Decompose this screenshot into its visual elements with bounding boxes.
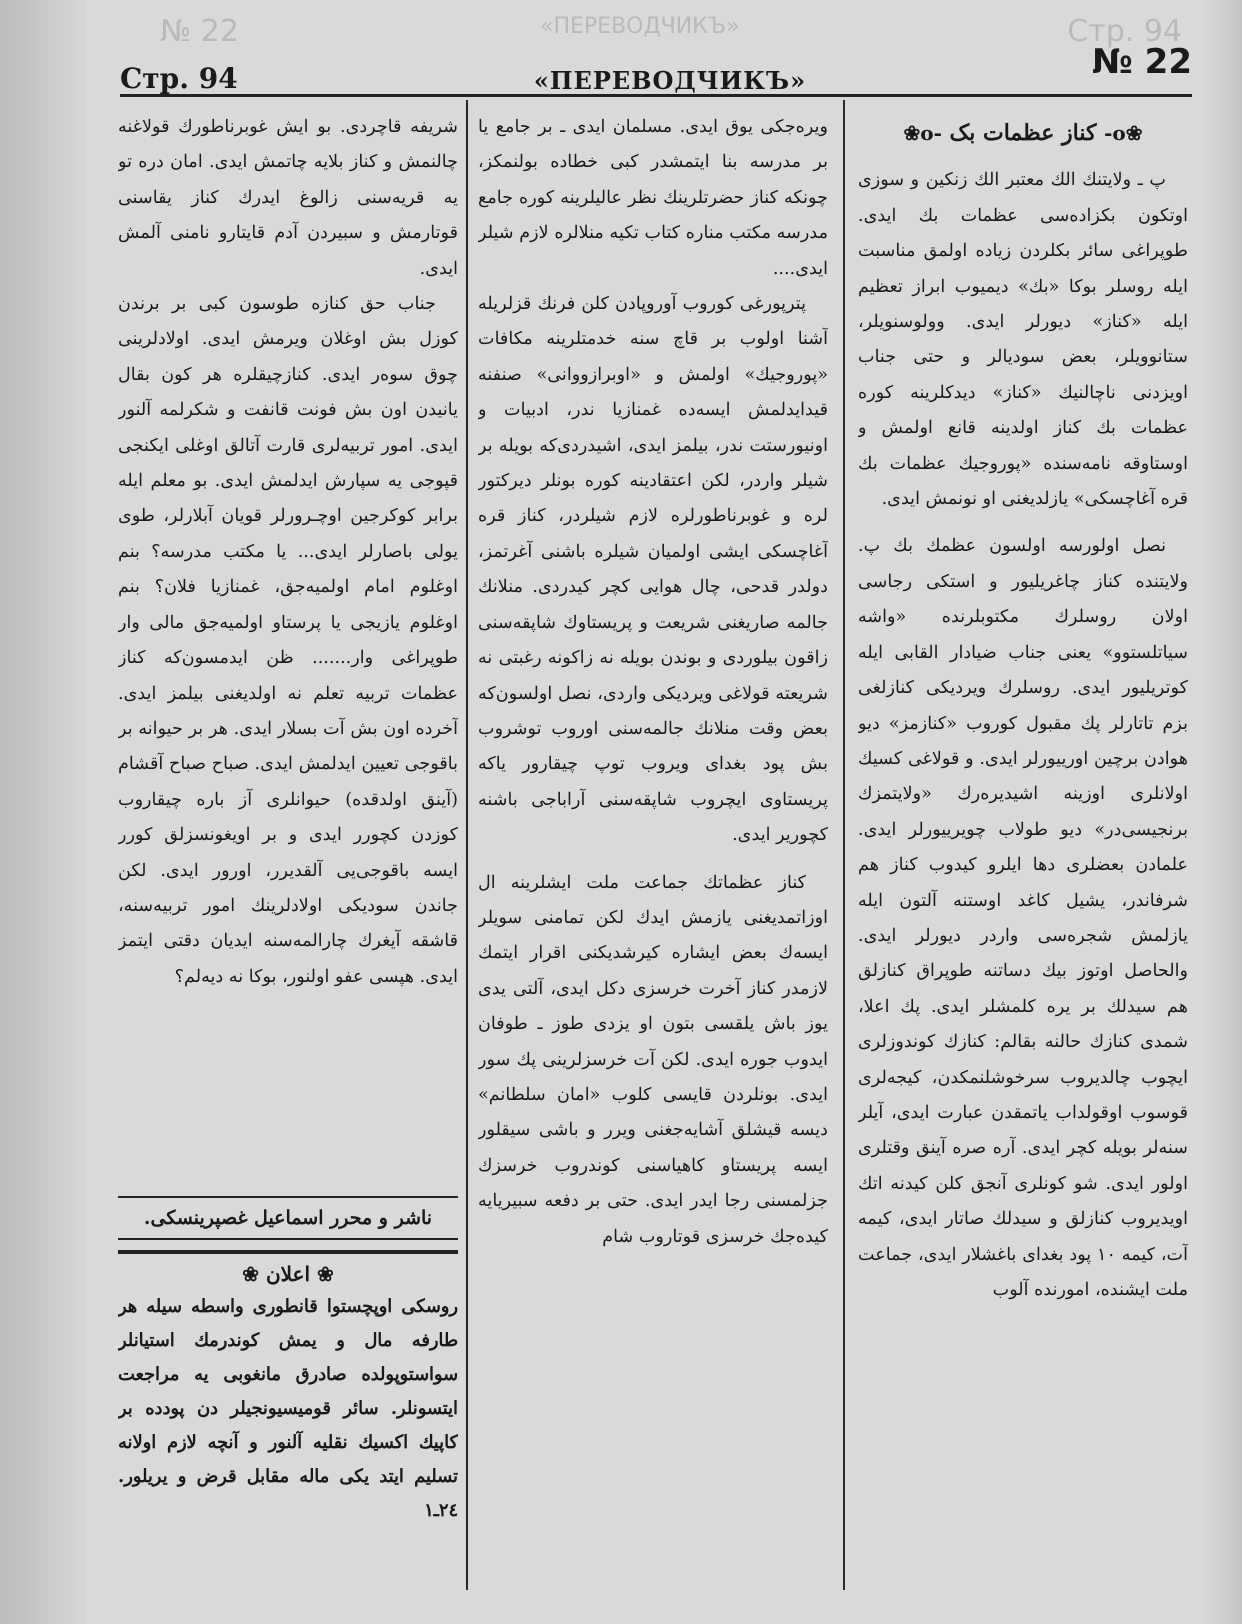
bleed-masthead: «ПЕРЕВОДЧИКЪ»: [540, 14, 740, 39]
paragraph: پترپورغى كوروب آوروپادن كلن فرنك قزلريله آشنا اولوب بر قاچ سنه خدمتلرينه مكافات «پوروجيك» اولمش و «اوبرازووانى» صنفنه قيدايدلمش ايسەده غمنازيا ندر، ادبيات و اونيورستت ندر، بيلمز ايدى، اشيدردى‌كه بويله بر شيلر واردر، لكن اعتقادينه كوره بونلر ديركتور لره و غوبرناطورلره لازم شيلردر، كناز قره آغاچسكى ايشى اولميان شيلره باشنى آغرتمز، دولدر قدحى، چال هوايى كچر كيدردى. منلانك جالمه صاريغنى شريعت و پريستاوك شاپقەسنى زاقون بيلوردى و بوندن بويله نه زاكونه رغبتى نه شريعته قولاغى ويرديكى واردى، نصل اولسون‌كه بعض وقت منلانك جالمەسنى اوروب توشروب بش پود بغداى ويروب توپ چيقارور ياكه پريستاوى ايچروب شاپقەسنى آراباجى باشنه كچورير ايدى.: [478, 294, 828, 846]
page-header: [120, 42, 1192, 97]
scan-right-edge: [1202, 0, 1242, 1624]
column-rule-right: [843, 100, 845, 1590]
paragraph: شريفه قاچردى. بو ايش غوبرناطورك قولاغنه چالنمش و كناز بلايه چاتمش ايدى. امان دره تو يه قريەسنى زالوغ ايدرك كناز يقاسنى قوتارمش و سبيردن آدم قايتارو نامنى آلمش ايدى.: [118, 117, 458, 279]
scan-left-edge: [0, 0, 86, 1624]
article-title: [858, 116, 1188, 151]
notice-ornament-icon: ❀: [242, 1262, 259, 1286]
publisher-line: ناشر و محرر اسماعيل غصپرينسكى.: [118, 1196, 458, 1240]
advertisement: [118, 1250, 458, 1594]
paragraph: پ ـ ولايتنك الك معتبر الك زنكين و سوزى اوتكون بكزادەسى عظمات بك ايدى. طوپراغى سائر بكلردن زياده اولمق مناسبت ايله روسلر بوكا «بك» ديميوب ابراز تعظيم ايله «كناز» ديورلر ايدى. وولوسنويلر، ستانوويلر، بعض سوديالر و حتى جناب اويزدنى ناچالنيك «كناز» ديدكلرينه كوره عظمات بك كناز اولدينه قانع اولمش و اوستاوقه نامەسنده «پوروجيك عظمات بك قره آغاچسكى» يازلديغنى او نونمش ايدى.: [858, 170, 1188, 510]
article-title-text: کناز عظمات بک: [949, 120, 1097, 146]
page-number: Стр. 94: [120, 62, 238, 95]
column-rule-left: [466, 100, 468, 1590]
advertisement-title: [118, 1262, 458, 1286]
paragraph: ويرەجكى يوق ايدى. مسلمان ايدى ـ بر جامع يا بر مدرسه بنا ايتمشدر كبى خطاده بولنمكز، چونكه كناز حضرتلرينك نظر عاليلرينه كوره جامع مدرسه مكتب مناره كتاب تكيه منلالره لازم شيلر ايدى....: [478, 117, 828, 279]
article-column-1: [858, 110, 1188, 1590]
notice-ornament-icon: ❀: [317, 1262, 334, 1286]
article-column-3: [118, 110, 458, 1182]
title-ornament-left: -o❀: [903, 121, 942, 145]
issue-number: № 22: [1091, 42, 1192, 82]
paragraph: كناز عظماتك جماعت ملت ايشلرينه ال اوزاتمديغنى يازمش ايدك لكن تمامنى سويلر ايسەك بعض ايشاره كيرشديكنى اقرار ايتمك لازمدر كناز آخرت خرسزى دكل ايدى، آلتى يدى يوز باش يلقسى بتون او يزدى طوز ـ طوفان ايدوب جوره ايدى. لكن آت خرسزلرينى پك سور ايدى. بونلردن قايسى كلوب «امان سلطانم» ديسه قيشلق آشايەجغنى ويرر و باشى سيقلور ايسه پريستاو كاهياسنى كوندروب خرسزك جزلمسنى رجا ايدر ايدى. حتى بر دفعه سبيريايه كيدەجك خرسزى قوتاروب شام: [478, 872, 828, 1247]
advertisement-title-text: اعلان: [265, 1262, 311, 1286]
article-column-2: [478, 110, 828, 1590]
masthead-title: «ПЕРЕВОДЧИКЪ»: [533, 66, 807, 95]
bleed-issue: № 22: [160, 14, 239, 49]
paragraph: جناب حق كنازه طوسون كبى بر برندن كوزل بش اوغلان ويرمش ايدى. اولادلرينى چوق سوەر ايدى. كنازچيقلره هر كون بقال يانيدن اون بش فونت قانفت و شكرلمه آلنور ايدى. امور تربيەلرى قارت آتالق اوغلى ايكنجى قپوجى يه سپارش ايدلمش ايدى. بو معلم ايله برابر كوكرجين اوچـرورلر قويان آبلارلر، طوى يولى باصارلر ايدى... يا مكتب مدرسه؟ بنم اوغلوم امام اولميەجق، غمنازيا فلان؟ بنم اوغلوم يازيجى يا پرستاو اولميەجق مالى وار طوپراغى وار....... ظن ايدمسون‌كه كناز عظمات تربيه تعلم نه اولديغنى بيلمز ايدى. آخرده اون بش آت بسلار ايدى. هر بر حيوانه بر باقوجى تعيين ايدلمش ايدى. صباح صباح آقشام (آينق اولدقده) حيوانلرى آز باره چيقاروب كوزدن كچورر ايدى و بر اويغونسزلق كورر ايسه باقوجى‌يى آلقديرر، اورور ايدى. لكن جاندن سوديكى اولادلرينك امور تربيەسنه، قاشقه آيغرك چارالمەسنه ايديان دقتى ايتمز ايدى. هپسى عفو اولنور، بوكا نه ديەلم؟: [118, 294, 458, 987]
paragraph: نصل اولورسه اولسون عظمك بك پ. ولايتنده كناز چاغريليور و استكى رجاسى اولان روسلرك مكتوبلرنده «واشه سياتلستوو» يعنى جناب ضيادار القابى ايله كوتريليور ايدى. روسلرك ويرديكى كنازلغى بزم تاتارلر پك مقبول كوروب «كنازمز» ديو هوادن برچين اورييورلر ايدى. و قولاغى كسيك اولانلرى اوزينه اشيديرەرك «ولايتمزك برنجيسى‌در» ديو طولاب چويرييورلر ايدى. علمادن بعضلرى دها ايلرو كيدوب كناز هم شرفاندر، يشيل كاغد اوستنه آلتون ايله يازلمش شجرەسى واردر ديورلر ايدى. والحاصل اوتوز بيك دساتنه طوپراق كنازلق هم سيدلك بر يره كلمشلر ايدى. پك اعلا، شمدى كنازك حالنه بقالم: كنازك كوندوزلرى ايچوب چالديروب سرخوشلنمكدن، كيجەلرى قوسوب اوقولداب ياتمقدن عبارت ايدى، آيلر سنەلر بويله كچر ايدى. آره صره آينق وقتلرى اولور ايدى. شو كونلرى آنجق كلن كيدنه اتك اويديروب كنازلق و سيدلك صاتار ايدى، كيمه آت، كيمه ١٠ پود بغداى باغشلار ايدى، جماعت ملت ايشنده، امورنده آلوب: [858, 536, 1188, 1300]
title-ornament-right: ❀o-: [1104, 121, 1143, 145]
bleed-page: Стр. 94: [1067, 14, 1182, 49]
advertisement-body: روسكى اوپچستوا قانطورى واسطه سيله هر طارفه مال و يمش كوندرمك استيانلر سواستوپولده صادرق مانغوبى يه مراجعت ايتسونلر. سائر قوميسيونجيلر دن پودده بر كاپيك اكسيك نقليه آلنور و آنچه لازم اولانه تسليم ايتد يكى ماله مقابل قرض و يريلور. ٢٤ـ١: [118, 1296, 458, 1521]
